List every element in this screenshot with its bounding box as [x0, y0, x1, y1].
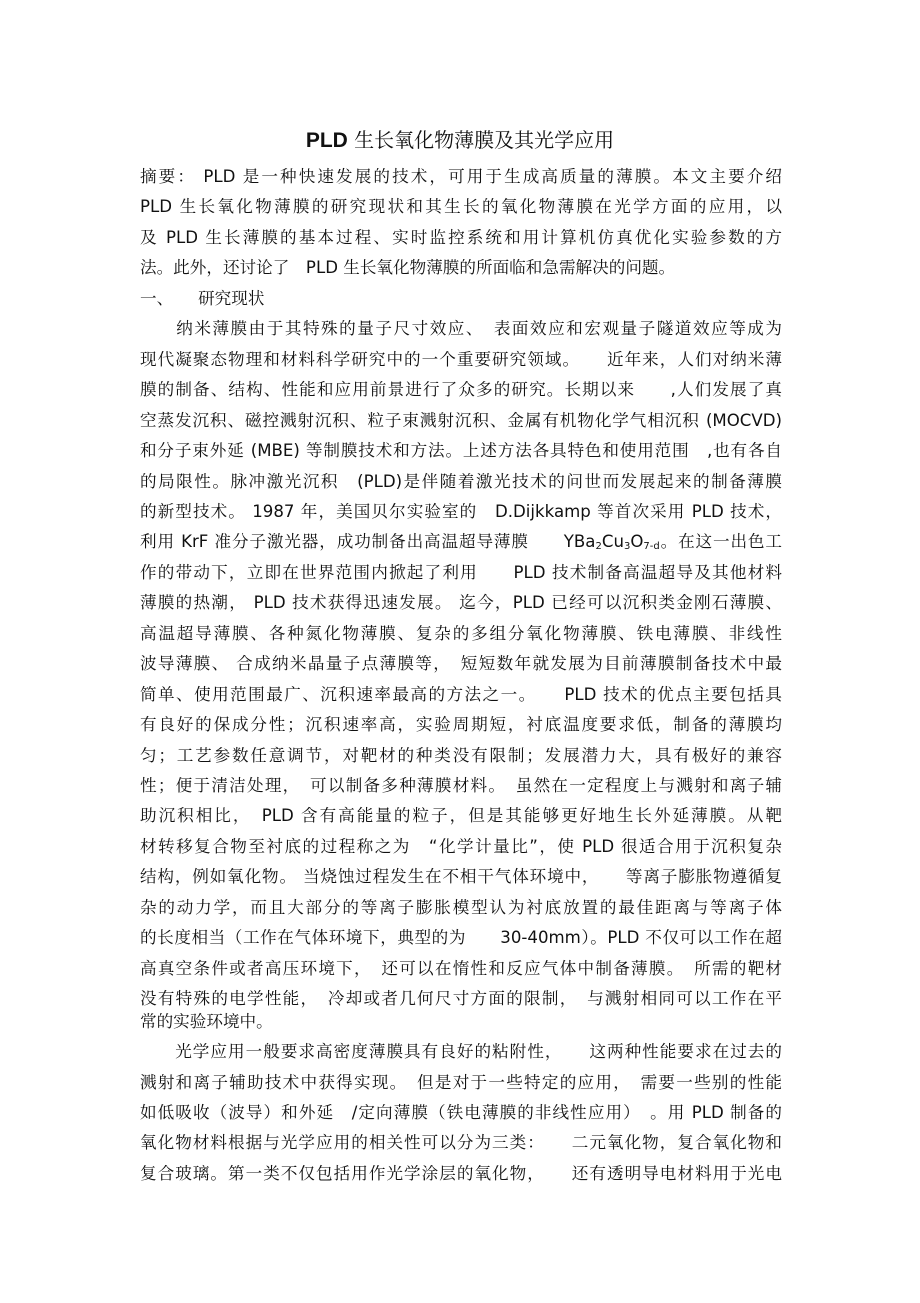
paragraph-line: 纳米薄膜由于其特殊的量子尺寸效应、 表面效应和宏观量子隧道效应等成为	[140, 319, 782, 339]
paragraph-line: 溅射和离子辅助技术中获得实现。 但是对于一些特定的应用， 需要一些别的性能	[140, 1072, 782, 1092]
paragraph-line: 氧化物材料根据与光学应用的相关性可以分为三类： 二元氧化物，复合氧化物和	[140, 1133, 782, 1153]
paragraph-line	[140, 531, 782, 558]
title-prefix: PLD	[305, 129, 348, 152]
abstract-line: PLD 生长氧化物薄膜的研究现状和其生长的氧化物薄膜在光学方面的应用，以	[140, 197, 782, 217]
text: O	[630, 532, 644, 552]
paragraph-line: 性；便于清洁处理， 可以制备多种薄膜材料。 虽然在一定程度上与溅射和离子辅	[140, 776, 782, 795]
abstract-line: 及 PLD 生长薄膜的基本过程、实时监控系统和用计算机仿真优化实验参数的方	[140, 227, 782, 247]
paragraph-line: 空蒸发沉积、磁控溅射沉积、粒子束溅射沉积、金属有机物化学气相沉积 (MOCVD)	[140, 410, 782, 430]
paragraph-line: 高真空条件或者高压环境下， 还可以在惰性和反应气体中制备薄膜。 所需的靶材	[140, 958, 782, 978]
paragraph-line: 的新型技术。 1987 年，美国贝尔实验室的 D.Dijkkamp 等首次采用 PLD 技术，	[140, 501, 782, 521]
paragraph-line: 助沉积相比， PLD 含有高能量的粒子，但是其能够更好地生长外延薄膜。从靶	[140, 806, 782, 826]
text: 利用 KrF 准分子激光器，成功制备出高温超导薄膜 YBa	[140, 532, 596, 552]
text: Cu	[601, 532, 624, 552]
paragraph-line: 高温超导薄膜、各种氮化物薄膜、复杂的多组分氧化物薄膜、铁电薄膜、非线性	[140, 623, 782, 643]
subscript: 2	[595, 541, 602, 553]
paragraph-line: 和分子束外延 (MBE) 等制膜技术和方法。上述方法各具特色和使用范围 ,也有各自	[140, 441, 782, 461]
paragraph-line: 杂的动力学，而且大部分的等离子膨胀模型认为衬底放置的最佳距离与等离子体	[140, 897, 782, 917]
subscript: 3	[623, 541, 631, 553]
subscript: 7-d	[643, 541, 660, 553]
paragraph-line: 的长度相当（工作在气体环境下，典型的为 30-40mm）。PLD 不仅可以工作在超	[140, 928, 782, 948]
paragraph-line: 薄膜的热潮， PLD 技术获得迅速发展。 迄今，PLD 已经可以沉积类金刚石薄膜、	[140, 593, 782, 613]
page-title	[0, 124, 920, 153]
paragraph-line: 材转移复合物至衬底的过程称之为 “化学计量比”，使 PLD 很适合用于沉积复杂	[140, 836, 782, 856]
text: 。在这一出色工	[659, 532, 782, 552]
abstract-line: 法。此外，还讨论了 PLD 生长氧化物薄膜的所面临和急需解决的问题。	[140, 258, 676, 278]
title-text: 生长氧化物薄膜及其光学应用	[347, 128, 615, 152]
paragraph-line: 的局限性。脉冲激光沉积 (PLD)是伴随着激光技术的问世而发展起来的制备薄膜	[140, 471, 782, 491]
paragraph-line: 波导薄膜、 合成纳米晶量子点薄膜等， 短短数年就发展为目前薄膜制备技术中最	[140, 654, 782, 674]
paragraph-line: 有良好的保成分性；沉积速率高，实验周期短，衬底温度要求低，制备的薄膜均	[140, 715, 782, 735]
paragraph-line: 光学应用一般要求高密度薄膜具有良好的粘附性， 这两种性能要求在过去的	[140, 1042, 782, 1062]
paragraph-line: 如低吸收（波导）和外延 /定向薄膜（铁电薄膜的非线性应用） 。用 PLD 制备的	[140, 1102, 782, 1122]
abstract-line: 摘要： PLD 是一种快速发展的技术，可用于生成高质量的薄膜。本文主要介绍	[140, 167, 782, 186]
paragraph-line: 常的实验环境中。	[140, 1011, 273, 1031]
section-heading: 一、 研究现状	[140, 288, 265, 308]
paragraph-line: 匀；工艺参数任意调节，对靶材的种类没有限制；发展潜力大，具有极好的兼容	[140, 745, 782, 765]
paragraph-line: 作的带动下，立即在世界范围内掀起了利用 PLD 技术制备高温超导及其他材料	[140, 562, 782, 582]
paragraph-line: 简单、使用范围最广、沉积速率最高的方法之一。 PLD 技术的优点主要包括具	[140, 684, 782, 704]
paragraph-line: 复合玻璃。第一类不仅包括用作光学涂层的氧化物， 还有透明导电材料用于光电	[140, 1163, 782, 1183]
paragraph-line: 没有特殊的电学性能， 冷却或者几何尺寸方面的限制， 与溅射相同可以工作在平	[140, 989, 782, 1009]
paragraph-line: 膜的制备、结构、性能和应用前景进行了众多的研究。长期以来 ,人们发展了真	[140, 380, 782, 400]
paragraph-line: 现代凝聚态物理和材料科学研究中的一个重要研究领域。 近年来，人们对纳米薄	[140, 349, 782, 369]
paragraph-line: 结构，例如氧化物。 当烧蚀过程发生在不相干气体环境中， 等离子膨胀物遵循复	[140, 867, 782, 887]
